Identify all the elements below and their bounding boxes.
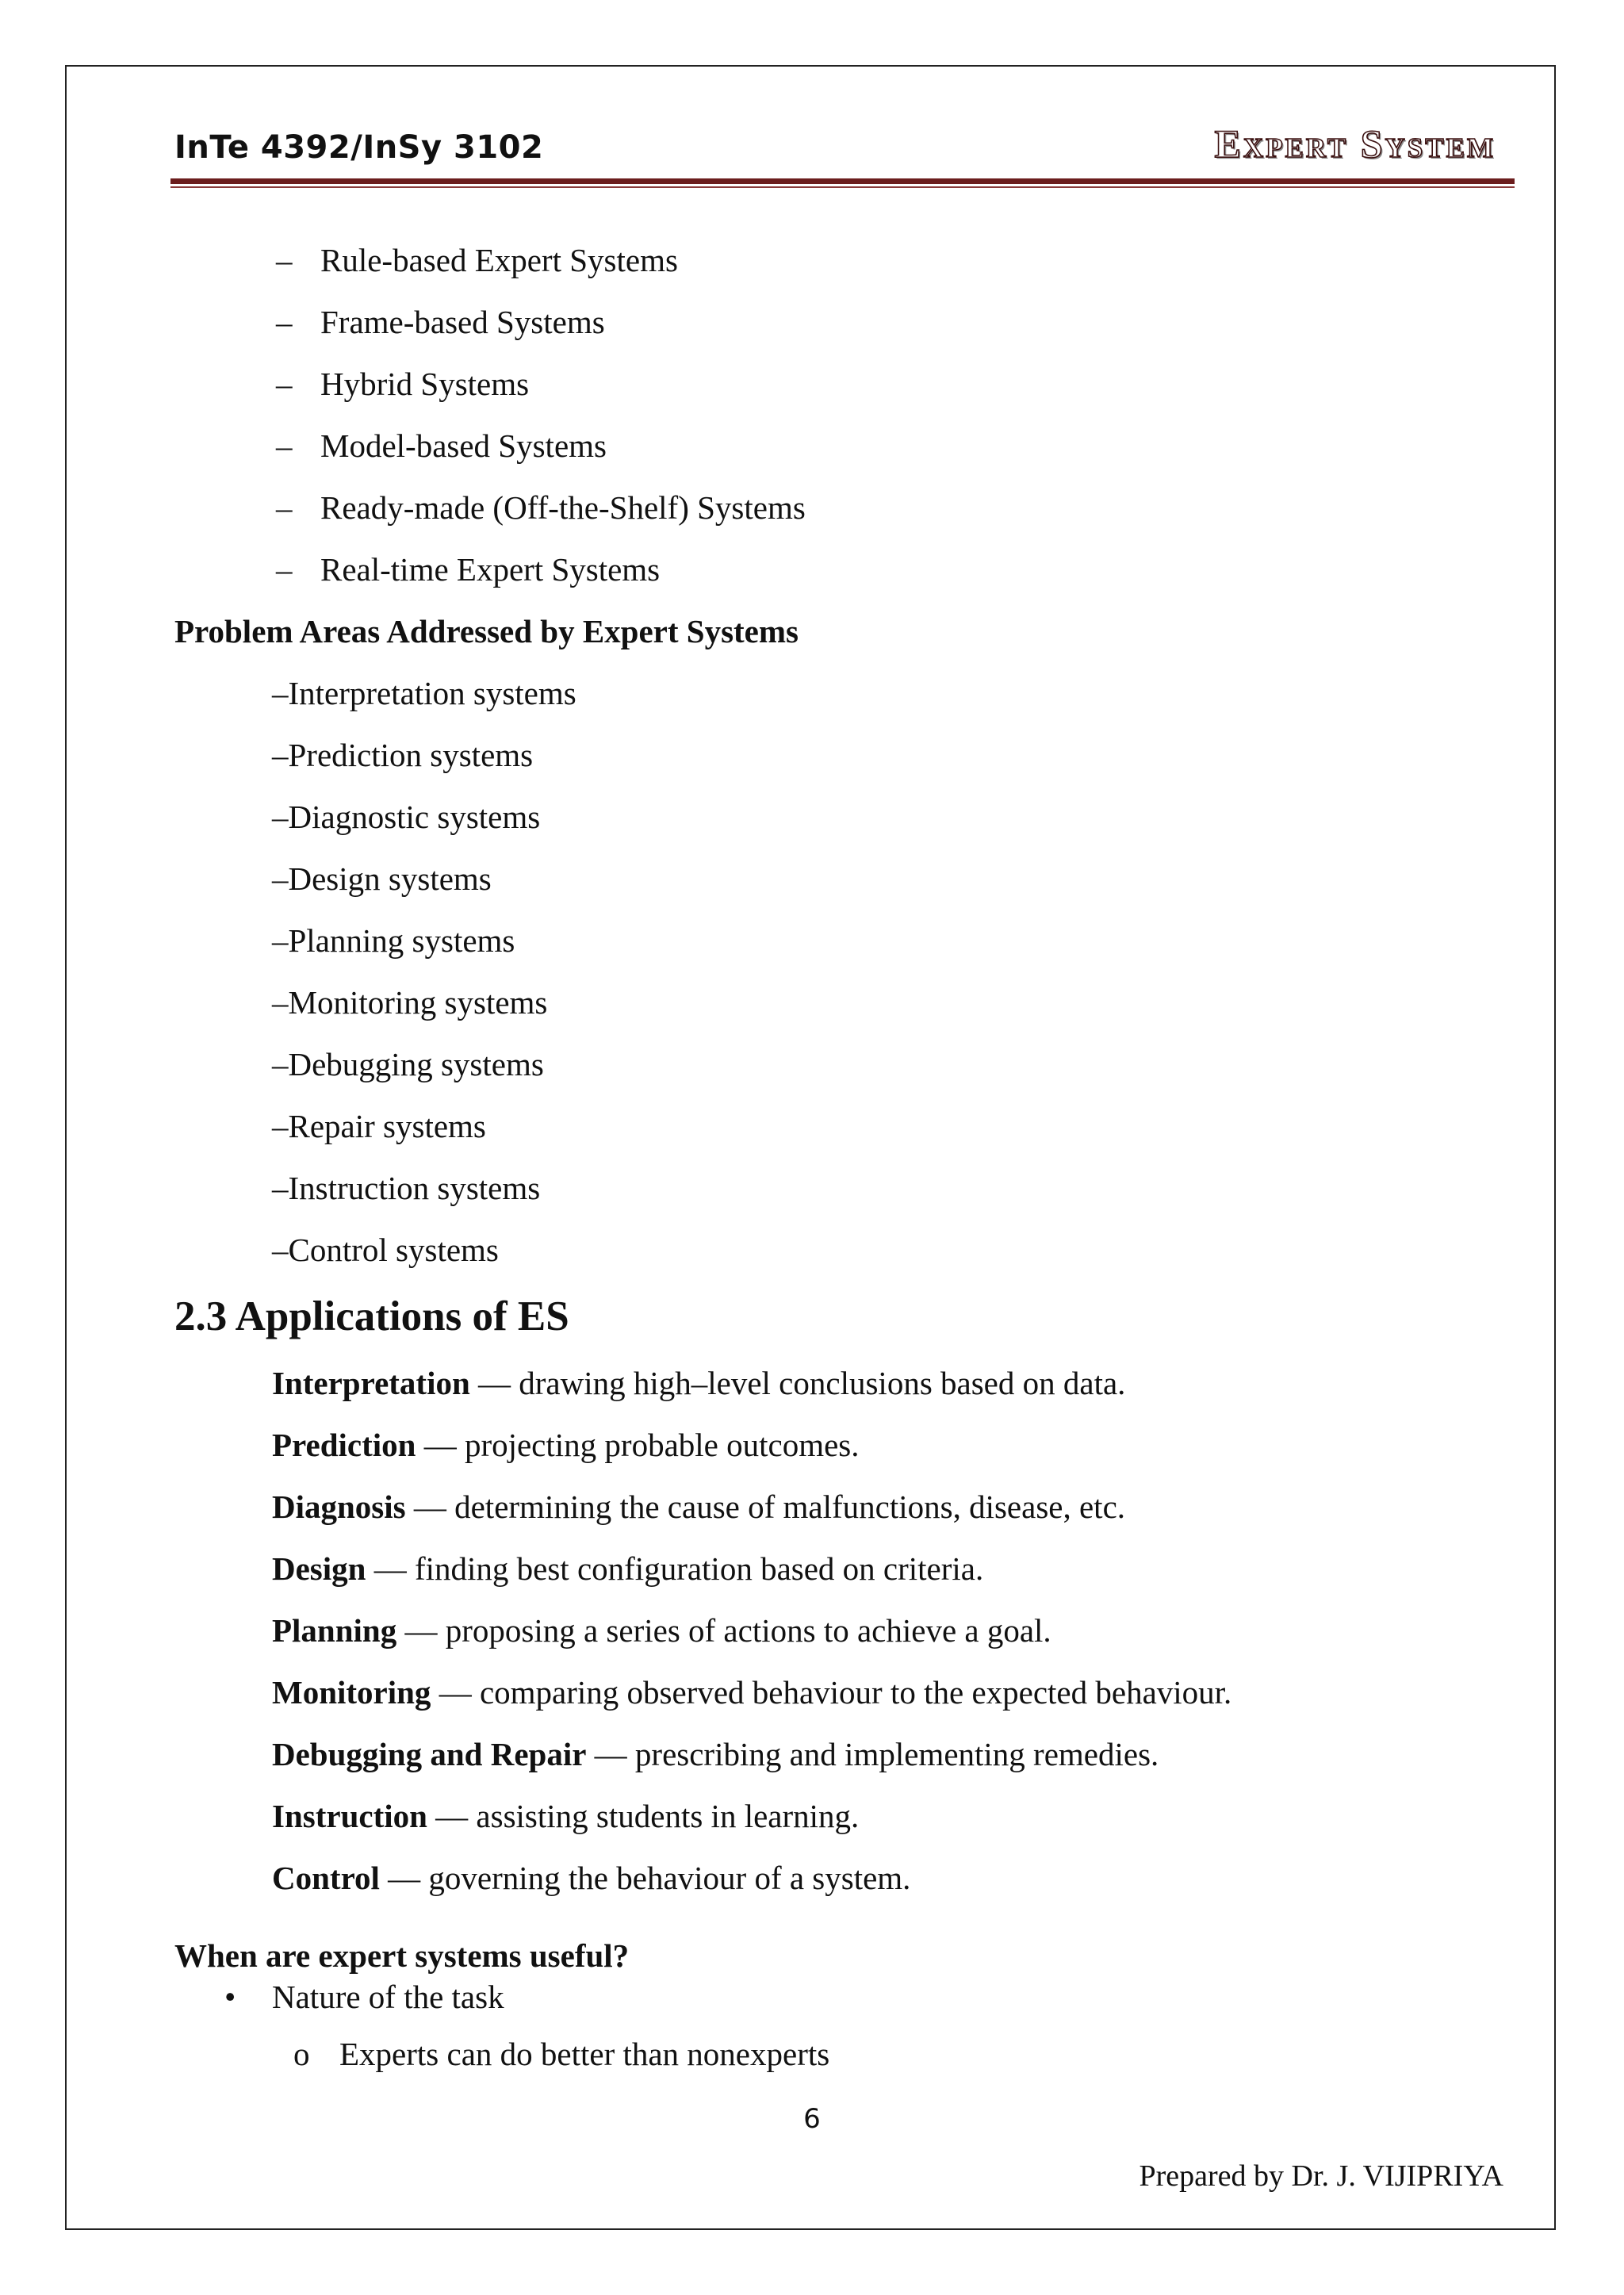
application-term: Debugging and Repair	[272, 1736, 587, 1772]
usefulness-heading: When are expert systems useful?	[174, 1937, 630, 1974]
footer-credit: Prepared by Dr. J. VIJIPRIYA	[1139, 2159, 1503, 2193]
list-item	[276, 303, 605, 341]
list-item	[276, 427, 607, 465]
application-item	[272, 1735, 1159, 1773]
system-type-label: Model-based Systems	[320, 427, 607, 464]
list-item	[276, 365, 529, 403]
system-type-label: Frame-based Systems	[320, 304, 605, 340]
application-desc: — drawing high–level conclusions based on data.	[469, 1365, 1126, 1401]
problem-area-item: –Instruction systems	[272, 1170, 541, 1206]
application-desc: — prescribing and implementing remedies.	[586, 1736, 1159, 1772]
application-item	[272, 1364, 1125, 1402]
application-term: Monitoring	[272, 1674, 431, 1711]
problem-area-item: –Interpretation systems	[272, 675, 576, 711]
application-term: Instruction	[272, 1798, 427, 1834]
system-type-label: Hybrid Systems	[320, 366, 530, 402]
sub-bullet-text: Experts can do better than nonexperts	[339, 2036, 830, 2072]
dash-marker: –	[276, 551, 293, 588]
problem-area-item: –Control systems	[272, 1232, 499, 1268]
header-rule	[170, 178, 1515, 184]
problem-area-item: –Debugging systems	[272, 1046, 544, 1082]
application-desc: — finding best configuration based on criteria.	[366, 1550, 984, 1587]
application-item	[272, 1488, 1125, 1526]
page-number: 6	[803, 2103, 821, 2135]
dash-marker: –	[276, 427, 293, 464]
application-item	[272, 1859, 910, 1897]
dash-marker: –	[276, 304, 293, 340]
application-desc: — assisting students in learning.	[427, 1798, 860, 1834]
application-term: Control	[272, 1860, 380, 1896]
bullet-item	[224, 1978, 504, 2016]
dash-marker: –	[276, 366, 293, 402]
application-desc: — governing the behaviour of a system.	[379, 1860, 911, 1896]
application-desc: — proposing a series of actions to achieve a goal.	[396, 1612, 1051, 1649]
bullet-marker: •	[224, 1979, 236, 2015]
list-item	[276, 241, 678, 279]
application-term: Planning	[272, 1612, 397, 1649]
system-type-label: Rule-based Expert Systems	[320, 242, 678, 278]
system-type-label: Ready-made (Off-the-Shelf) Systems	[320, 489, 806, 526]
dash-marker: –	[276, 489, 293, 526]
application-term: Interpretation	[272, 1365, 470, 1401]
problem-area-item: –Repair systems	[272, 1108, 486, 1144]
bullet-text: Nature of the task	[272, 1979, 504, 2015]
application-item	[272, 1426, 859, 1464]
application-item	[272, 1611, 1051, 1649]
circle-marker: o	[293, 2036, 310, 2072]
application-desc: — comparing observed behaviour to the expected behaviour.	[431, 1674, 1232, 1711]
problem-area-item: –Diagnostic systems	[272, 799, 541, 835]
system-type-label: Real-time Expert Systems	[320, 551, 661, 588]
application-term: Diagnosis	[272, 1488, 406, 1525]
course-code: InTe 4392/InSy 3102	[174, 129, 544, 166]
dash-marker: –	[276, 242, 293, 278]
list-item	[276, 550, 660, 588]
section-heading: 2.3 Applications of ES	[174, 1293, 569, 1339]
problem-area-item: –Design systems	[272, 860, 492, 897]
application-desc: — projecting probable outcomes.	[416, 1427, 860, 1463]
problem-area-item: –Planning systems	[272, 922, 515, 959]
header-rule-thin	[170, 186, 1515, 188]
application-item	[272, 1797, 859, 1835]
document-title: Expert System	[1214, 121, 1496, 166]
application-item	[272, 1550, 983, 1588]
application-term: Prediction	[272, 1427, 416, 1463]
list-item	[276, 489, 806, 527]
application-item	[272, 1673, 1231, 1711]
application-desc: — determining the cause of malfunctions, disease, etc.	[405, 1488, 1126, 1525]
problem-area-item: –Prediction systems	[272, 737, 534, 773]
problem-area-item: –Monitoring systems	[272, 984, 548, 1021]
sub-bullet-item	[293, 2035, 829, 2073]
problem-areas-heading: Problem Areas Addressed by Expert Systems	[174, 613, 799, 649]
application-term: Design	[272, 1550, 366, 1587]
